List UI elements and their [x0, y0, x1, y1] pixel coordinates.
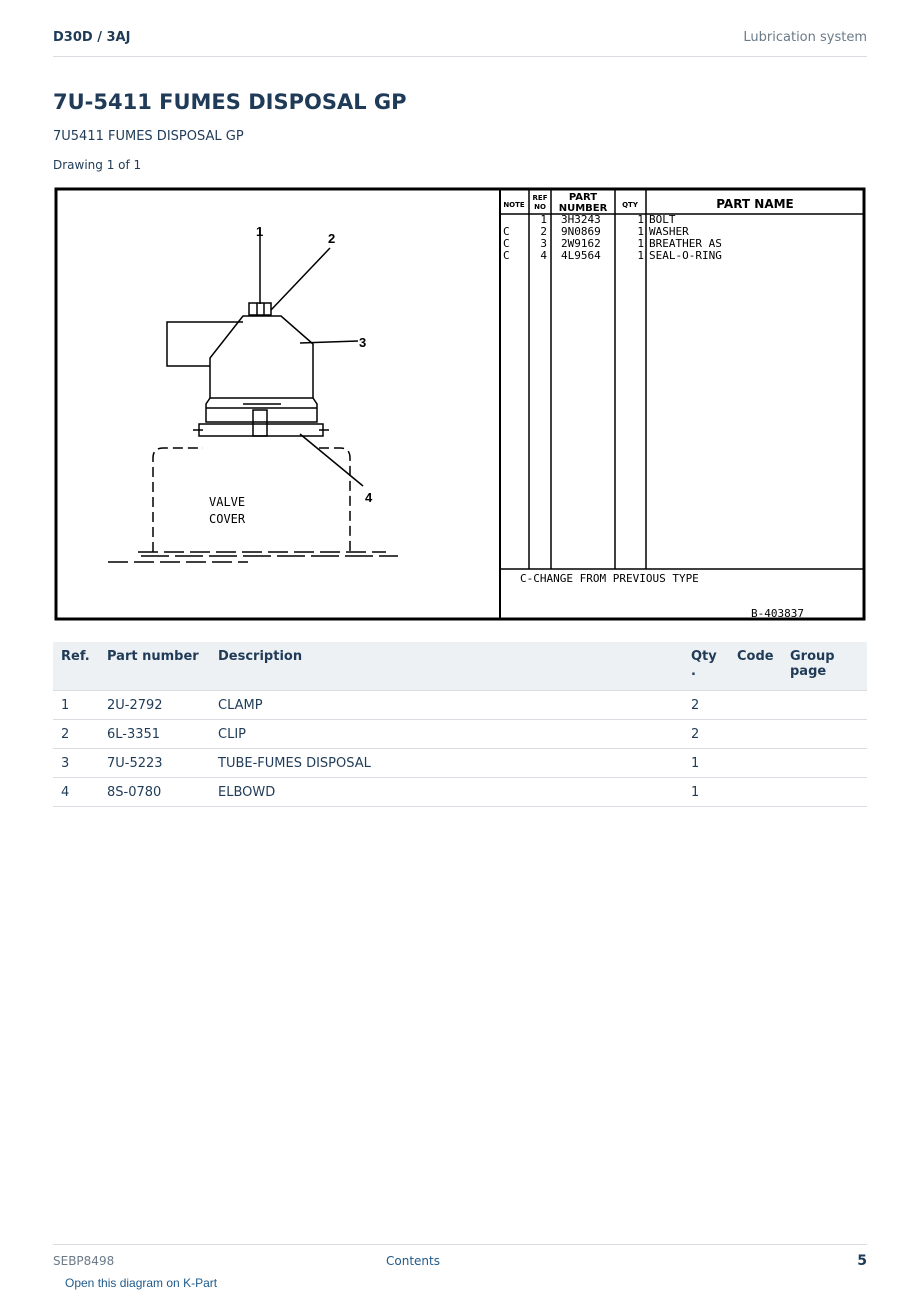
page-header	[53, 30, 867, 57]
header-code: Code	[729, 642, 782, 691]
page-footer	[53, 1244, 867, 1275]
cell-part-number: 8S-0780	[99, 778, 210, 807]
callout-4: 4	[365, 490, 373, 505]
cell-ref: 2	[53, 720, 99, 749]
header-part-number: Part number	[99, 642, 210, 691]
cell-ref: 3	[53, 749, 99, 778]
cell-description: CLAMP	[210, 691, 683, 720]
cell-qty: 1	[683, 778, 729, 807]
cover-label: COVER	[209, 512, 246, 526]
inner-row-part: 9N0869	[561, 225, 601, 238]
inner-row-ref: 2	[540, 225, 547, 238]
cell-part-number: 7U-5223	[99, 749, 210, 778]
cell-qty: 2	[683, 720, 729, 749]
inner-row-note: C	[503, 225, 510, 238]
valve-label: VALVE	[209, 495, 246, 509]
drawing-label: Drawing 1 of 1	[53, 158, 142, 172]
page-title: 7U-5411 FUMES DISPOSAL GP	[53, 90, 407, 114]
drawing-id: B-403837	[751, 607, 804, 620]
inner-row-part: 2W9162	[561, 237, 601, 250]
inner-row-name: WASHER	[649, 225, 689, 238]
inner-header-part: PART	[568, 192, 598, 203]
cell-group-page	[782, 691, 867, 720]
inner-row-ref: 1	[540, 213, 547, 226]
inner-row-ref: 4	[540, 249, 547, 262]
inner-row-qty: 1	[637, 225, 644, 238]
callout-1: 1	[256, 224, 264, 239]
table-row	[53, 778, 867, 807]
cell-code	[729, 720, 782, 749]
inner-row-name: BREATHER AS	[649, 237, 722, 250]
inner-row-part: 4L9564	[561, 249, 601, 262]
contents-link[interactable]: Contents	[386, 1254, 440, 1268]
cell-code	[729, 778, 782, 807]
header-group-page: Group page	[782, 642, 867, 691]
cell-part-number: 2U-2792	[99, 691, 210, 720]
cell-group-page	[782, 720, 867, 749]
inner-row-ref: 3	[540, 237, 547, 250]
table-header-row	[53, 642, 867, 691]
document-id: SEBP8498	[53, 1254, 115, 1268]
parts-table	[53, 642, 867, 807]
inner-header-number: NUMBER	[558, 203, 608, 214]
cell-code	[729, 691, 782, 720]
cell-description: CLIP	[210, 720, 683, 749]
inner-row-qty: 1	[637, 237, 644, 250]
breather-illustration	[108, 228, 398, 562]
header-ref: Ref.	[53, 642, 99, 691]
page-subtitle: 7U5411 FUMES DISPOSAL GP	[53, 129, 244, 144]
section-label: Lubrication system	[743, 30, 867, 45]
cell-group-page	[782, 749, 867, 778]
cell-description: TUBE-FUMES DISPOSAL	[210, 749, 683, 778]
inner-row-note: C	[503, 237, 510, 250]
inner-row-part: 3H3243	[561, 213, 601, 226]
inner-row-name: BOLT	[649, 213, 676, 226]
table-row	[53, 720, 867, 749]
cell-ref: 4	[53, 778, 99, 807]
cell-group-page	[782, 778, 867, 807]
callout-2: 2	[328, 231, 336, 246]
inner-header-qty: QTY	[622, 201, 638, 209]
table-row	[53, 749, 867, 778]
cell-qty: 1	[683, 749, 729, 778]
cell-description: ELBOWD	[210, 778, 683, 807]
inner-row-qty: 1	[637, 213, 644, 226]
change-note: C-CHANGE FROM PREVIOUS TYPE	[520, 572, 699, 585]
inner-row-note: C	[503, 249, 510, 262]
table-row	[53, 691, 867, 720]
cell-code	[729, 749, 782, 778]
cell-part-number: 6L-3351	[99, 720, 210, 749]
inner-header-ref-no: NO	[534, 203, 546, 211]
cell-qty: 2	[683, 691, 729, 720]
inner-header-ref: REF	[532, 194, 548, 202]
inner-header-note: NOTE	[503, 201, 525, 209]
cell-ref: 1	[53, 691, 99, 720]
page-number: 5	[857, 1253, 867, 1269]
inner-header-part-name: PART NAME	[716, 197, 794, 211]
model-label: D30D / 3AJ	[53, 30, 131, 45]
inner-row-qty: 1	[637, 249, 644, 262]
open-in-kpart-link[interactable]: Open this diagram on K-Part	[65, 1276, 218, 1290]
callout-3: 3	[359, 335, 367, 350]
header-qty: Qty .	[683, 642, 729, 691]
inner-row-name: SEAL-O-RING	[649, 249, 722, 262]
parts-diagram[interactable]	[53, 186, 867, 622]
header-description: Description	[210, 642, 683, 691]
